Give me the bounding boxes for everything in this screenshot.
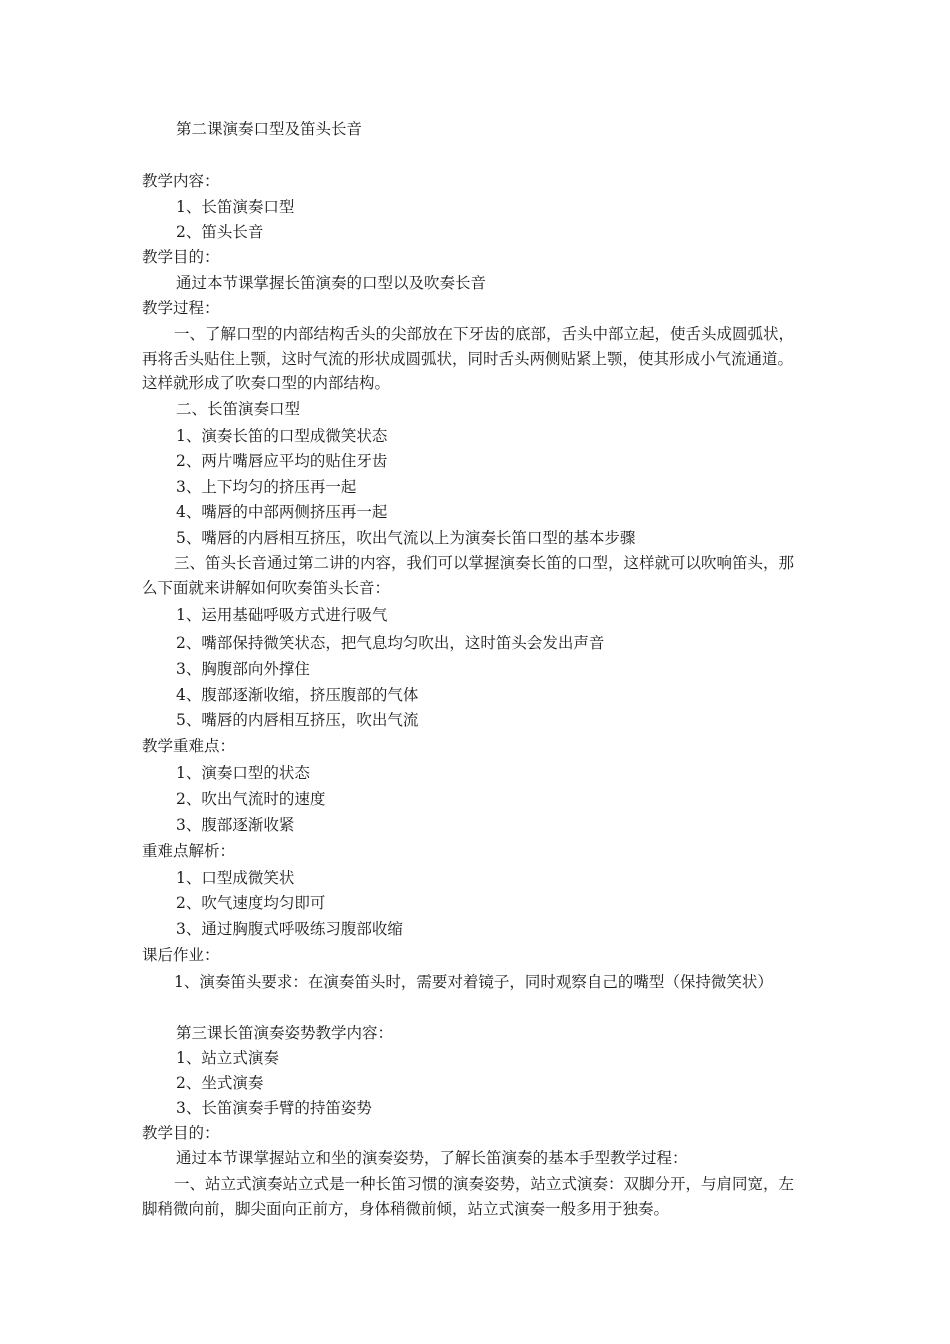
lesson-three-title: 第三课长笛演奏姿势教学内容： [176,1024,394,1042]
paragraph: 三、笛头长音通过第二讲的内容，我们可以掌握演奏长笛的口型，这样就可以吹响笛头，那么下面就来讲解如何吹奏笛头长音： [142,554,795,597]
list-item: 1、运用基础呼吸方式进行吸气 [176,606,388,624]
list-item: 1、演奏长笛的口型成微笑状态 [176,427,388,445]
list-item: 5、嘴唇的内唇相互挤压，吹出气流 [176,711,419,729]
list-item: 3、长笛演奏手臂的持笛姿势 [176,1099,372,1117]
section-heading: 教学过程： [142,299,220,317]
list-item: 3、腹部逐渐收紧 [176,816,295,834]
list-item: 1、站立式演奏 [176,1049,279,1067]
list-item: 5、嘴唇的内唇相互挤压，吹出气流以上为演奏长笛口型的基本步骤 [176,529,636,547]
list-item: 2、笛头长音 [176,223,264,241]
paragraph-line: 通过本节课掌握站立和坐的演奏姿势，了解长笛演奏的基本手型教学过程： [176,1149,688,1167]
section-heading: 教学目的： [142,1124,220,1142]
section-heading: 重难点解析： [142,842,236,860]
lesson-two-title: 第二课演奏口型及笛头长音 [176,120,363,138]
list-item: 4、腹部逐渐收缩，挤压腹部的气体 [176,686,419,704]
subsection-heading: 二、长笛演奏口型 [176,400,301,418]
section-heading: 教学目的： [142,248,220,266]
paragraph: 一、了解口型的内部结构舌头的尖部放在下牙齿的底部，舌头中部立起，使舌头成圆弧状，再将舌头贴住上颚，这时气流的形状成圆弧状，同时舌头两侧贴紧上颚，使其形成小气流通道。这样就形成了吹奏口型的内部结构。 [142,325,795,392]
section-heading: 教学内容： [142,172,220,190]
list-item: 3、通过胸腹式呼吸练习腹部收缩 [176,920,403,938]
section-heading: 课后作业： [142,946,220,964]
list-item: 2、坐式演奏 [176,1074,264,1092]
list-item: 2、两片嘴唇应平均的贴住牙齿 [176,452,388,470]
list-item: 2、嘴部保持微笑状态，把气息均匀吹出，这时笛头会发出声音 [176,634,605,652]
section-heading: 教学重难点： [142,737,236,755]
list-item: 2、吹出气流时的速度 [176,790,326,808]
list-item: 3、胸腹部向外撑住 [176,660,310,678]
list-item: 2、吹气速度均匀即可 [176,894,326,912]
list-item: 4、嘴唇的中部两侧挤压再一起 [176,503,388,521]
paragraph: 1、演奏笛头要求：在演奏笛头时，需要对着镜子，同时观察自己的嘴型（保持微笑状） [174,973,773,991]
list-item: 1、长笛演奏口型 [176,198,295,216]
paragraph-line: 通过本节课掌握长笛演奏的口型以及吹奏长音 [176,274,487,292]
paragraph: 一、站立式演奏站立式是一种长笛习惯的演奏姿势，站立式演奏：双脚分开，与肩同宽，左脚稍微向前，脚尖面向正前方，身体稍微前倾，站立式演奏一般多用于独奏。 [142,1175,795,1218]
list-item: 3、上下均匀的挤压再一起 [176,478,357,496]
list-item: 1、演奏口型的状态 [176,764,310,782]
list-item: 1、口型成微笑状 [176,869,295,887]
